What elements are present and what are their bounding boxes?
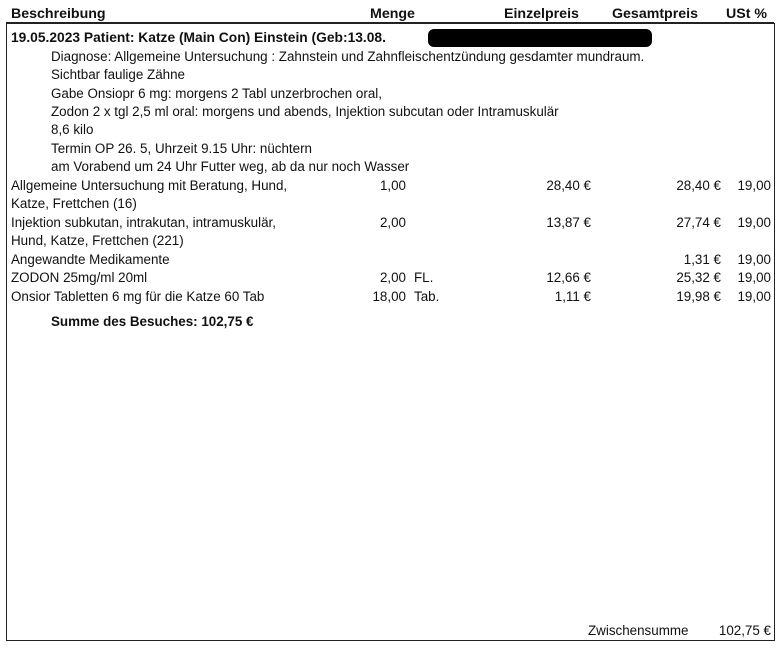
item-quantity: 18,00	[372, 289, 406, 304]
item-description: Onsior Tabletten 6 mg für die Katze 60 Tab	[11, 289, 265, 304]
visit-sum: Summe des Besuches: 102,75 €	[51, 314, 254, 329]
item-description: Injektion subkutan, intrakutan, intramuskulär,	[11, 215, 276, 230]
visit-title: 19.05.2023 Patient: Katze (Main Con) Einstein (Geb:13.08.	[11, 30, 386, 45]
header-vat: USt %	[726, 6, 767, 22]
note-line: Zodon 2 x tgl 2,5 ml oral: morgens und abends, Injektion subcutan oder Intramuskulär	[51, 104, 559, 119]
item-vat: 19,00	[737, 178, 771, 193]
margin-print-marks	[0, 380, 6, 610]
item-vat: 19,00	[737, 289, 771, 304]
subtotal-value: 102,75 €	[718, 623, 771, 638]
header-description: Beschreibung	[11, 6, 106, 22]
item-unit-price: 12,66 €	[546, 270, 591, 285]
note-line: Gabe Onsiopr 6 mg: morgens 2 Tabl unzerbrochen oral,	[51, 86, 382, 101]
item-vat: 19,00	[737, 252, 771, 267]
item-description-cont: Hund, Katze, Frettchen (221)	[11, 233, 184, 248]
item-unit-price: 1,11 €	[554, 289, 591, 304]
header-total-price: Gesamtpreis	[612, 6, 698, 22]
header-quantity: Menge	[370, 6, 415, 22]
item-unit: FL.	[414, 270, 434, 285]
item-total: 27,74 €	[676, 215, 721, 230]
item-description: Angewandte Medikamente	[11, 252, 170, 267]
item-total: 1,31 €	[683, 252, 721, 267]
item-description: Allgemeine Untersuchung mit Beratung, Hund,	[11, 178, 288, 193]
item-quantity: 2,00	[379, 215, 406, 230]
note-line: Diagnose: Allgemeine Untersuchung : Zahnstein und Zahnfleischentzündung gesdamter mundraum.	[51, 49, 645, 64]
note-line: Termin OP 26. 5, Uhrzeit 9.15 Uhr: nüchtern	[51, 141, 312, 156]
header-unit-price: Einzelpreis	[504, 6, 579, 22]
item-vat: 19,00	[737, 270, 771, 285]
redaction-bar	[428, 29, 652, 47]
item-unit-price: 28,40 €	[546, 178, 591, 193]
item-total: 19,98 €	[676, 289, 721, 304]
note-line: Sichtbar faulige Zähne	[51, 67, 185, 82]
item-vat: 19,00	[737, 215, 771, 230]
item-description-cont: Katze, Frettchen (16)	[11, 196, 137, 211]
item-unit-price: 13,87 €	[546, 215, 591, 230]
subtotal-label: Zwischensumme	[588, 623, 689, 638]
item-quantity: 2,00	[379, 270, 406, 285]
item-description: ZODON 25mg/ml 20ml	[11, 270, 148, 285]
note-line: am Vorabend um 24 Uhr Futter weg, ab da nur noch Wasser	[51, 159, 410, 174]
item-total: 28,40 €	[676, 178, 721, 193]
item-total: 25,32 €	[676, 270, 721, 285]
note-line: 8,6 kilo	[51, 122, 94, 137]
item-unit: Tab.	[414, 289, 440, 304]
item-quantity: 1,00	[379, 178, 406, 193]
